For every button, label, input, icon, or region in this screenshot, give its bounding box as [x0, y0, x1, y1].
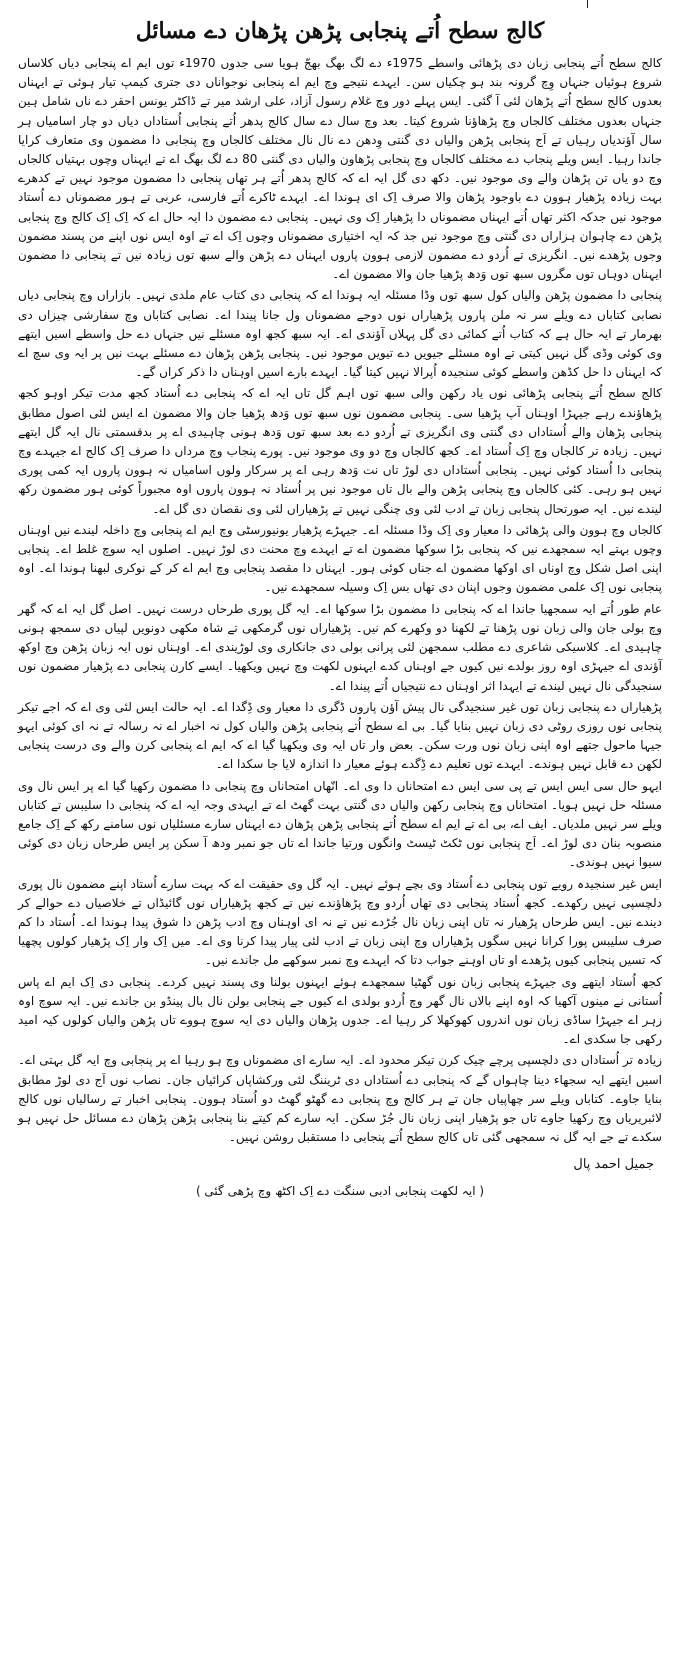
- paragraph-3: کالج سطح اُتے پنجابی پڑھائی نوں یاد رکھن والی سبھ توں اہم گل تاں ایہ اے کہ پنجابی دے اُستاد کجھ مدت تیکر اوہو کجھ پڑھاؤندے رہے جیہڑا اوہناں آپ پڑھیا سی۔ پنجابی مضمون نوں سبھ توں وَدھ پڑھیا جان والا مضمون اے ایس لئی اصول مطابق پنجابی پڑھان والے اُستاداں دی گنتی وی انگریزی تے اُردو دے بعد سبھ توں وَدھ ہونی چاہیدی اے پر بدقسمتی نال ایہ گل ایتھے نہیں۔ زیادہ تر کالجاں وچ اِک اُستاد اے۔ کجھ کالجاں وچ دو وی موجود نیں۔ پورے پنجاب وچ مرداں دا صرف اِک کالج اے جیہدے وچ پنجابی دا اُستاد کوئی نہیں۔ پنجابی اُستاداں دی لوڑ تاں نت وَدھ رہی اے پر سرکار ولوں اسامیاں نہ ہوون پاروں ایہ کمی پوری نہیں ہو رہی۔ کئی کالجاں وچ پنجابی پڑھن والے بال تاں موجود نیں پر اُستاد نہ ہوون پاروں اوہ مجبوراً کوئی ہور مضمون رکھ لیندے نیں۔ ایہ صورتحال پنجابی زبان تے ادب لئی وی چنگی نہیں تے پڑھیاراں لئی وی نقصان دی گل اے۔: [18, 386, 662, 516]
- article-body: [18, 54, 662, 1147]
- paragraph-2: پنجابی دا مضمون پڑھن والیاں کول سبھ توں وڈا مسئلہ ایہ ہوندا اے کہ پنجابی دی کتاب عام ملدی نہیں۔ بازاراں وچ پنجابی دیاں نصابی کتاباں دے ویلے سر نہ ملن پاروں پڑھیاراں نوں دوجے مضموناں ول جانا پیندا اے۔ نصابی کتاباں وچ سفارشی چیزاں دی بھرمار تے ایہ حال ہے کہ کتاب اُتے کمائی دی گل پہلاں آؤندی اے۔ ایہ سبھ کجھ اوہ مسئلے نیں جنہاں دے حل واسطے اسیں ایتھے وی کوئی وڈی گل نہیں کیتی تے اوہ مسئلے جیویں دے تیویں موجود نیں۔ پنجابی پڑھن پڑھان دے مسئلے بہت نیں پر ایہ وی سچ اے کہ ایہناں دا حل کڈھن واسطے کوئی سنجیدہ اُپرالا نہیں کیتا گیا۔ ایہدے بارے اسیں اوہناں دا ذکر کراں گے۔: [18, 288, 662, 380]
- paragraph-9: کجھ اُستاد ایتھے وی جیہڑے پنجابی زبان نوں گھٹیا سمجھدے ہوئے ایہنوں بولنا وی پسند نہیں کردے۔ پنجابی دی اِک ایم اے پاس اُستانی نے مینوں آکھیا کہ اوہ اپنے بالاں نال گھر وچ اُردو بولدی اے کیوں جے پنجابی بولن نال بال پینڈو بن جاندے نیں۔ ایہ سوچ اوہ زہر اے جیہڑا ساڈی زبان نوں اندروں کھوکھلا کر رہیا اے۔ جدوں پڑھان والیاں دی ایہ سوچ ہووے تاں پڑھن والیاں کولوں کیہ امید رکھی جا سکدی اے۔: [18, 974, 663, 1047]
- corner-mark: [587, 0, 588, 8]
- paragraph-7: ایہو حال سی ایس ایس تے پی سی ایس دے امتحاناں دا وی اے۔ انّھاں امتحاناں وچ پنجابی دا مضمون رکھیا گیا اے پر ایس نال وی مسئلہ حل نہیں ہویا۔ امتحاناں وچ پنجابی رکھن والیاں دی گنتی بہت گھٹ اے تے ایہدی وجہ ایہ اے کہ پنجابی دا سلیبس تے کتاباں ویلے سر نہیں ملدیاں۔ ایف اے، بی اے تے ایم اے سطح اُتے پنجابی پڑھن پڑھان دے ایہناں سارے مسئلیاں نوں سامنے رکھ کے اِک جامع منصوبہ بنان دی لوڑ اے۔ اَج پنجابی نوں ٹکٹ ٹیسٹ وانگوں ورتیا جاندا اے تاں جو نمبر ودھ آ سکن پر ایس طرحاں زبان دی کوئی سیوا نہیں ہوندی۔: [18, 778, 662, 870]
- paragraph-8: ایس غیر سنجیدہ رویے توں پنجابی دے اُستاد وی بچے ہوئے نہیں۔ ایہ گل وی حقیقت اے کہ بہت سارے اُستاد اپنے مضمون نال پوری دلچسپی نہیں رکھدے۔ کجھ اُستاد پنجابی دی تھاں اُردو وچ پڑھاؤندے نیں تے کجھ پڑھیاراں نوں گائیڈاں تے خلاصیاں دے حوالے کر دیندے نیں۔ ایس طرحاں پڑھیار نہ تاں اپنی زبان نال جُڑدے نیں تے نہ ای اوہناں وچ ادب پڑھن دا شوق پیدا ہوندا اے۔ اُستاد دا کم صرف سلیبس پورا کرانا نہیں سگوں پڑھیاراں وچ اپنی زبان تے ادب لئی پیار پیدا کرنا وی اے۔ میں اِک وار اِک پڑھیار کولوں پچھیا کہ تسیں پنجابی کیوں پڑھدے او تاں اوہنے جواب دتا کہ ایہدے وچ نمبر سوکھے مل جاندے نیں۔: [18, 876, 662, 968]
- paragraph-6: پڑھیاراں دے پنجابی زبان توں غیر سنجیدگی نال پیش آؤن پاروں ڈگری دا معیار وی ڈِگدا اے۔ ایہ حالت ایس لئی وی اے کہ اجے تیکر پنجابی نوں روزی روٹی دی زبان نہیں بنایا گیا۔ بی اے سطح اُتے پنجابی پڑھن والیاں کول نہ اخبار اے نہ رسالہ تے نہ ای کوئی ایہو جیہا ماحول جتھے اوہ اپنی زبان نوں ورت سکن۔ بعض وار تاں ایہ وی ویکھیا گیا اے کہ ایم اے پنجابی کرن والے وی درست پنجابی لکھن دے قابل نہیں ہوندے۔ ایہدے توں تعلیم دے ڈِگدے ہوئے معیار دا اندازہ لایا جا سکدا اے۔: [18, 699, 662, 772]
- paragraph-10: زیادہ تر اُستاداں دی دلچسپی پرچے چیک کرن تیکر محدود اے۔ ایہ سارے ای مضموناں وچ ہو رہیا اے پر پنجابی وچ ایہ گل بہتی اے۔ اسیں ایتھے ایہ سجھاء دینا چاہواں گے کہ پنجابی دے اُستاداں دی ٹریننگ لئی ورکشاپاں کرائیاں جان۔ نصاب نوں اَج دی لوڑ مطابق بنایا جاوے۔ کتاباں ویلے سر چھاپیاں جان تے ہر کالج وچ پنجابی دے گھٹو گھٹ دو اُستاد ہوون۔ پنجابی اخبار تے رسالیاں نوں کالج لائبریریاں وچ رکھیا جاوے تاں جو پڑھیار اپنی زبان نال جُڑ سکن۔ ایہ سارے کم کیتے بنا پنجابی پڑھن پڑھان دے مسائل حل نہیں ہو سکدے تے جے ایہ گل نہ سمجھی گئی تاں کالج سطح اُتے پنجابی دا مستقبل روشن نہیں۔: [18, 1053, 662, 1145]
- paragraph-4: کالجاں وچ ہوون والی پڑھائی دا معیار وی اِک وڈا مسئلہ اے۔ جیہڑے پڑھیار یونیورسٹی وچ ایم اے پنجابی وچ داخلہ لیندے نیں اوہناں وچوں بہتے ایہ سمجھدے نیں کہ پنجابی بڑا سوکھا مضمون اے تے ایہدے وچ محنت دی لوڑ نہیں۔ اصلوں ایہ سوچ غلط اے۔ پنجابی اپنی اصل شکل وچ اوناں ای اوکھا مضمون اے جناں کوئی ہور۔ ایہناں دا مقصد پنجابی وچ ایم اے کر کے نوکری لبھنا ہوندا اے۔ اوہ پنجابی نوں اِک علمی مضمون وجوں اپنان دی تھاں بس اِک وسیلہ سمجھدے نیں۔: [18, 522, 662, 595]
- paragraph-1: کالج سطح اُتے پنجابی زبان دی پڑھائی واسطے 1975ء دے لگ بھگ بھجّ ہویا سی جدوں 1970ء توں ایم اے پنجابی دیاں کلاساں شروع ہوئیاں جنہاں وِچ گرونہ بند ہو چکیاں سن۔ ایہدے نتیجے وچ ایم اے پنجابی نوجواناں دی جتری کیمپ تیار ہوئی تے ایہناں بعدوں کالج سطح اُتے پڑھان لئی آ گئی۔ ایس پہلے دور وچ غلام رسول آزاد، علی ارشد میر تے ڈاکٹر یونس احقر دے ناں شامل ہین جنہاں بعدوں مختلف کالجاں وچ پڑھاؤنا شروع کیتا۔ بعد وچ سال دے سال کالج پدھر اُتے پنجابی اُستاداں دیاں دو چار اسامیاں ہر سال آؤندیاں رہیاں تے اَج پنجابی پڑھن والیاں دی گنتی وِدھن دے نال نال مختلف کالجاں وچ پنجابی دا مضمون وی متعارف کرایا جاندا رہیا۔ ایس ویلے پنجاب دے مختلف کالجاں وچ پنجابی پڑھاون والیاں دی گنتی 80 دے لگ بھگ اے تے ایہناں وچوں بہتیاں کالجاں وچ دو یاں تن پڑھان والے وی موجود نیں۔ دکھ دی گل ایہ اے کہ کالج پدھر اُتے ہر تھاں پنجابی دا مضمون موجود نہیں تے کدھرے بہت زیادہ پڑھیار ہوون دے باوجود پڑھان والا صرف اِک ای ہوندا اے۔ ایہدے ٹاکرے اُتے فارسی، عربی تے ہور مضموناں دے اُستاد موجود نیں جدکہ اکثر تھاں اُتے ایہناں مضموناں دا پڑھیار اِک وی نہیں۔ پنجابی دے مضمون دا ایہ حال اے کہ اِک اِک کالج وچ پنجابی پڑھن دے چاہوان ہزاراں دی گنتی وچ موجود نیں جد کہ ایہ اختیاری مضموناں وچوں اِک اے تے اوہ ایس نوں اپنے من پسند مضمون وجوں پڑھدے نیں۔ انگریزی تے اُردو دے مضمون لازمی ہوون پاروں ایہناں دے پڑھن والے سبھ توں زیادہ نیں تے پنجابی دا مضمون ایہناں دوہاں توں مگروں سبھ توں وَدھ پڑھیا جان والا مضمون اے۔: [18, 56, 663, 282]
- article-title: کالج سطح اُتے پنجابی پڑھن پڑھان دے مسائل: [135, 18, 545, 44]
- paragraph-5: عام طور اُتے ایہ سمجھیا جاندا اے کہ پنجابی دا مضمون بڑا سوکھا اے۔ ایہ گل پوری طرحاں درست نہیں۔ اصل گل ایہ اے کہ گھر وچ بولی جان والی زبان نوں پڑھنا تے لکھنا دو وکھرے کم نیں۔ پڑھیاراں نوں گرمکھی تے شاہ مکھی دونویں لپیاں دی سمجھ ہونی چاہیدی اے۔ کلاسیکی شاعری دے مطلب سمجھن لئی پرانی بولی دی جانکاری وی لوڑیندی اے۔ اوہناں نوں ایہ زبان پڑھن وچ اوکھ آؤندی اے جیہڑی اوہ روز بولدے نیں کیوں جے اوہناں کدے ایہنوں لکھت وچ نہیں ویکھیا۔ ایسے کارن پنجابی دے پڑھیار مضمون نوں سنجیدگی نال نہیں لیندے تے ایہدا اثر اوہناں دے نتیجیاں اُتے پیندا اے۔: [18, 601, 662, 693]
- author-signature: جمیل احمد پال: [573, 1157, 654, 1173]
- footer-note: ( ایہ لکھت پنجابی ادبی سنگت دے اِک اکٹھ وچ پڑھی گئی ): [195, 1184, 485, 1199]
